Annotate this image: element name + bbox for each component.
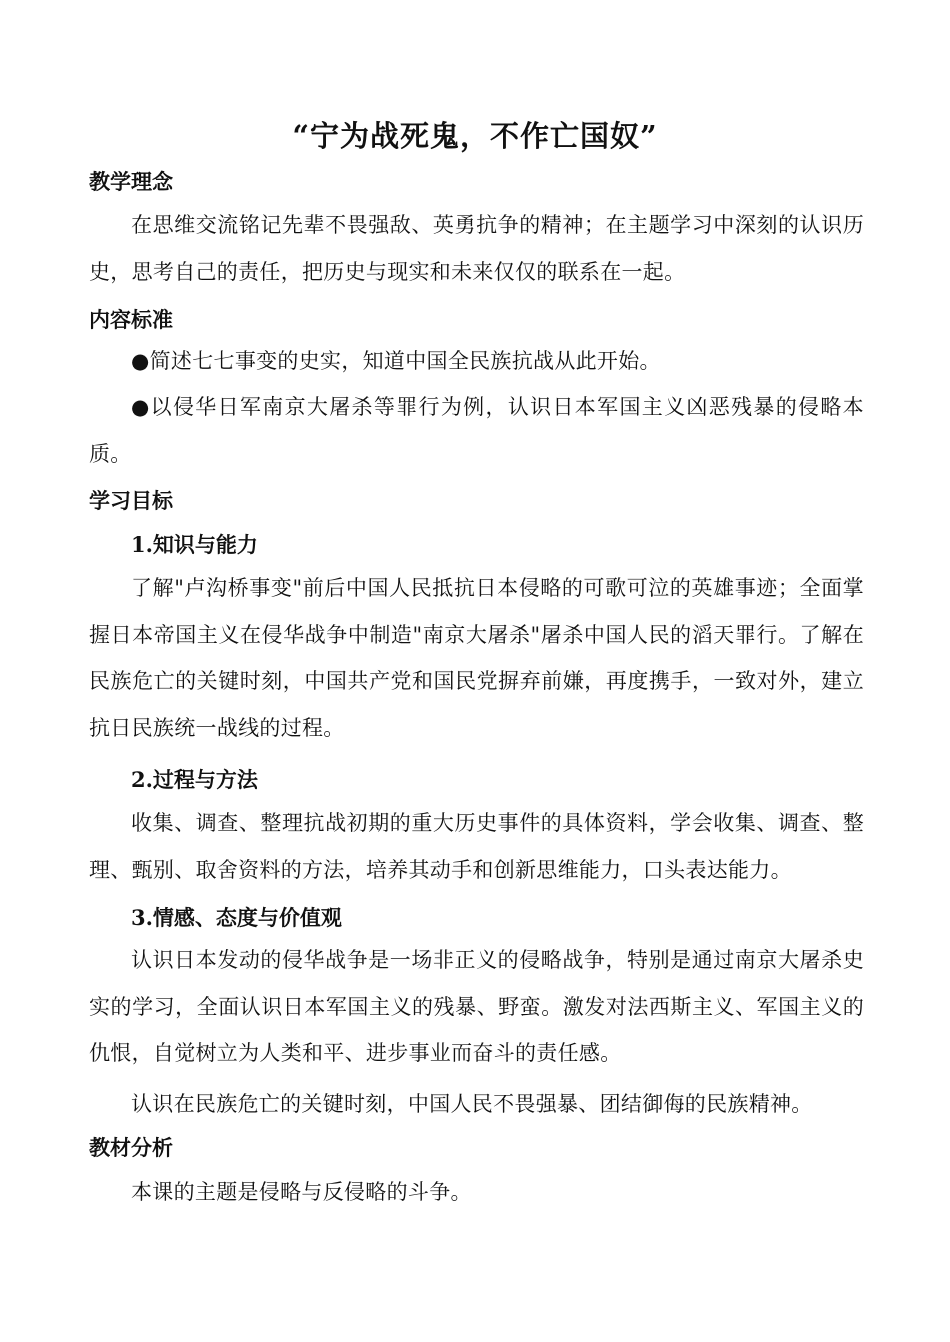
- objective-paragraph-values-2: 认识在民族危亡的关键时刻，中国人民不畏强暴、团结御侮的民族精神。: [131, 1092, 813, 1116]
- standards-bullet-2: ●以侵华日军南京大屠杀等罪行为例，认识日本军国主义凶恶残暴的侵略本质。: [89, 395, 864, 466]
- philosophy-paragraph: 在思维交流铭记先辈不畏强敌、英勇抗争的精神；在主题学习中深刻的认识历史，思考自己的责任，把历史与现实和未来仅仅的联系在一起。: [89, 213, 864, 284]
- document-title: “宁为战死鬼，不作亡国奴”: [292, 119, 658, 153]
- objective-subheading-values: 3.情感、态度与价值观: [131, 905, 342, 930]
- objective-paragraph-knowledge: 了解"卢沟桥事变"前后中国人民抵抗日本侵略的可歌可泣的英雄事迹；全面掌握日本帝国主义在侵华战争中制造"南京大屠杀"屠杀中国人民的滔天罪行。了解在民族危亡的关键时刻，中国共产党和国民党摒弃前嫌，再度携手，一致对外，建立抗日民族统一战线的过程。: [89, 576, 864, 740]
- standards-bullet-1: ●简述七七事变的史实，知道中国全民族抗战从此开始。: [131, 349, 661, 373]
- section-heading-objectives: 学习目标: [89, 488, 173, 513]
- objective-subheading-knowledge: 1.知识与能力: [131, 532, 258, 557]
- analysis-paragraph: 本课的主题是侵略与反侵略的斗争。: [131, 1180, 472, 1204]
- section-heading-standards: 内容标准: [89, 307, 173, 332]
- objective-paragraph-values: 认识日本发动的侵华战争是一场非正义的侵略战争，特别是通过南京大屠杀史实的学习，全面认识日本军国主义的残暴、野蛮。激发对法西斯主义、军国主义的仇恨，自觉树立为人类和平、进步事业而奋斗的责任感。: [89, 948, 864, 1065]
- section-heading-analysis: 教材分析: [89, 1135, 173, 1160]
- section-heading-philosophy: 教学理念: [89, 169, 173, 194]
- objective-paragraph-process: 收集、调查、整理抗战初期的重大历史事件的具体资料，学会收集、调查、整理、甄别、取舍资料的方法，培养其动手和创新思维能力，口头表达能力。: [89, 811, 864, 882]
- objective-subheading-process: 2.过程与方法: [131, 767, 258, 792]
